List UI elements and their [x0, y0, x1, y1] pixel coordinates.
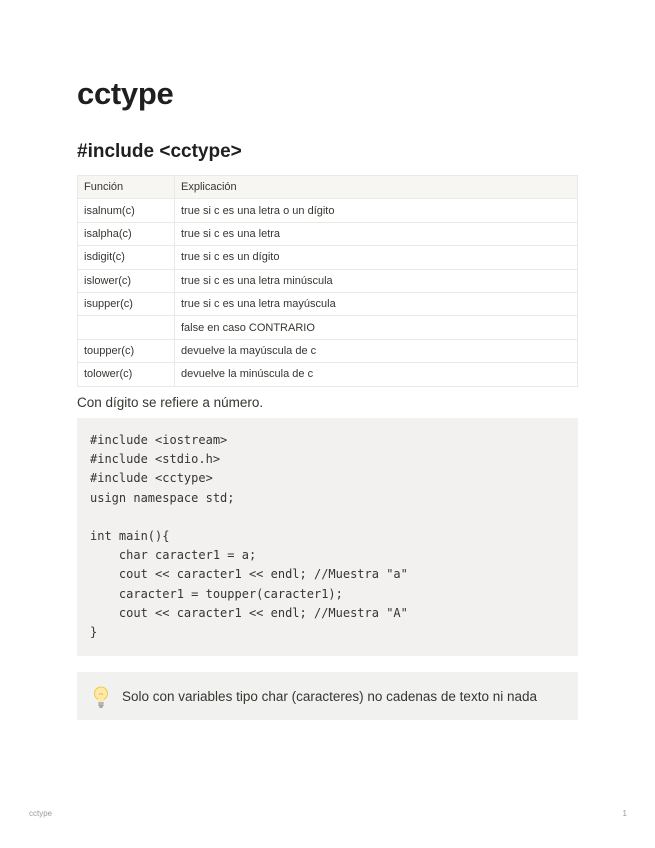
callout-text: Solo con variables tipo char (caracteres) no cadenas de texto ni nada: [122, 688, 537, 704]
functions-table: [77, 175, 578, 387]
table-row: [78, 246, 578, 269]
table-row: [78, 316, 578, 339]
table-row: [78, 199, 578, 222]
explanation-cell: false en caso CONTRARIO: [175, 316, 578, 339]
function-cell: isupper(c): [78, 292, 175, 315]
column-header-explanation: Explicación: [175, 176, 578, 199]
table-row: [78, 363, 578, 386]
explanation-cell: true si c es una letra mayúscula: [175, 292, 578, 315]
explanation-cell: true si c es una letra: [175, 222, 578, 245]
function-cell: islower(c): [78, 269, 175, 292]
function-cell: isalpha(c): [78, 222, 175, 245]
explanation-cell: true si c es una letra o un dígito: [175, 199, 578, 222]
code-content: #include <iostream> #include <stdio.h> #include <cctype> usign namespace std; int main(){ char caracter1 = a; cout << caracter1 << endl; //Muestra "a" caracter1 = toupper(caracter1); cout << caracter1 << endl; //Muestra "A" }: [90, 433, 408, 640]
function-cell: isdigit(c): [78, 246, 175, 269]
page-number: 1: [622, 809, 627, 818]
function-cell: isalnum(c): [78, 199, 175, 222]
explanation-cell: true si c es una letra minúscula: [175, 269, 578, 292]
table-row: [78, 222, 578, 245]
page-title: cctype: [77, 76, 174, 111]
function-cell: [78, 316, 175, 339]
lightbulb-icon: [91, 685, 111, 711]
function-cell: tolower(c): [78, 363, 175, 386]
table-row: [78, 339, 578, 362]
callout-box: [77, 672, 578, 720]
section-heading: #include <cctype>: [77, 141, 242, 162]
table-header-row: [78, 176, 578, 199]
note-paragraph: Con dígito se refiere a número.: [77, 395, 264, 410]
explanation-cell: devuelve la mayúscula de c: [175, 339, 578, 362]
column-header-function: Función: [78, 176, 175, 199]
function-cell: toupper(c): [78, 339, 175, 362]
table-row: [78, 269, 578, 292]
table-row: [78, 292, 578, 315]
explanation-cell: true si c es un dígito: [175, 246, 578, 269]
footer-title: cctype: [29, 809, 53, 818]
code-block[interactable]: [77, 418, 578, 656]
explanation-cell: devuelve la minúscula de c: [175, 363, 578, 386]
